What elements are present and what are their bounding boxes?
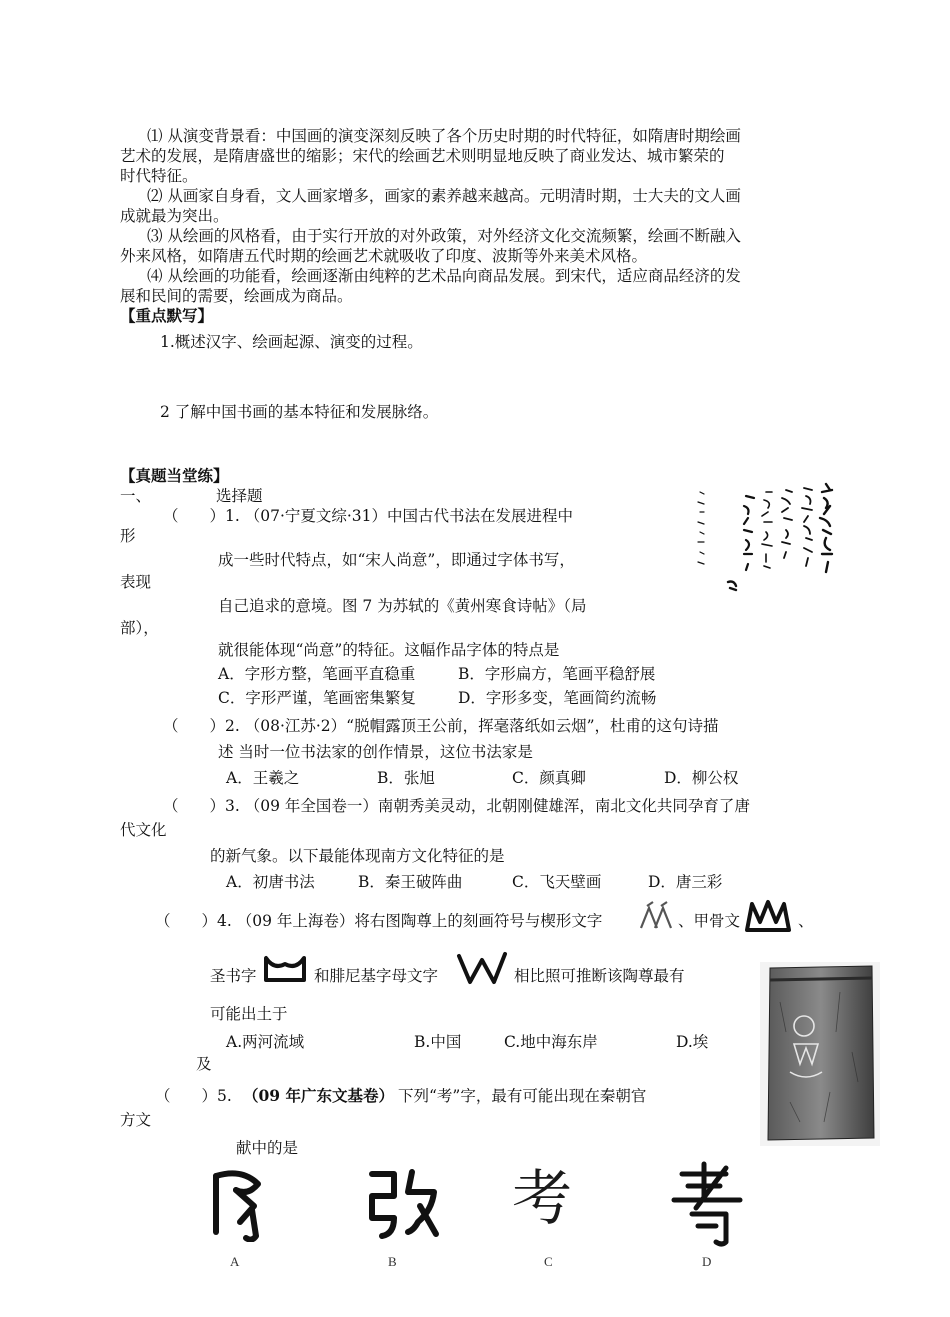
phoenician-symbol (456, 950, 508, 986)
oracle-bone-symbol (744, 898, 792, 934)
q5-line-1c: 下列“考”字，最有可能出现在秦朝官 (398, 1087, 647, 1105)
q3-line-2: 的新气象。以下最能体现南方文化特征的是 (210, 847, 505, 865)
q1-line-3: 自己追求的意境。图 7 为苏轼的《黄州寒食诗帖》（局 (218, 597, 587, 615)
q4-option-d: D.埃 (676, 1033, 709, 1051)
q2-option-c: C．颜真卿 (512, 769, 586, 787)
q3-option-a: A．初唐书法 (226, 873, 315, 891)
q4-option-c: C.地中海东岸 (504, 1033, 598, 1051)
intro-line-2: 艺术的发展，是隋唐盛世的缩影；宋代的绘画艺术则明显地反映了商业发达、城市繁荣的 (120, 147, 725, 165)
q5-line-1d: 方文 (120, 1111, 152, 1129)
q4-line-1b: 、甲骨文 (678, 912, 741, 930)
q2-option-d: D．柳公权 (664, 769, 739, 787)
kao-glyph-c: 考 (512, 1164, 572, 1234)
dictation-item-2: 2 了解中国书画的基本特征和发展脉络。 (160, 403, 439, 421)
intro-line-8: ⑷ 从绘画的功能看，绘画逐渐由纯粹的艺术品向商品发展。到宋代，适应商品经济的发 (147, 267, 741, 285)
q4-line-2b: 和腓尼基字母文字 (314, 967, 439, 985)
q1-line-1b: 形 (120, 527, 136, 545)
intro-line-3: 时代特征。 (120, 167, 198, 185)
intro-line-9: 展和民间的需要，绘画成为商品。 (120, 287, 353, 305)
glyph-label-a: A (230, 1254, 240, 1269)
kao-glyph-d (668, 1160, 746, 1248)
glyph-label-d: D (702, 1254, 712, 1269)
q5-source: （09 年广东文基卷） (243, 1086, 394, 1105)
dictation-item-1: 1.概述汉字、绘画起源、演变的过程。 (160, 333, 423, 351)
q1-line-4: 就很能体现“尚意”的特征。这幅作品字体的特点是 (218, 641, 560, 659)
q3-option-d: D．唐三彩 (648, 873, 723, 891)
q4-option-d-cont: 及 (196, 1055, 212, 1073)
q4-line-1c: 、 (798, 912, 814, 930)
q1-line-2: 成一些时代特点，如“宋人尚意”，即通过字体书写， (218, 551, 575, 569)
intro-line-6: ⑶ 从绘画的风格看，由于实行开放的对外政策，对外经济文化交流频繁，绘画不断融入 (147, 227, 741, 245)
q2-option-a: A．王羲之 (226, 769, 300, 787)
intro-line-1: ⑴ 从演变背景看：中国画的演变深刻反映了各个历史时期的时代特征，如隋唐时期绘画 (147, 127, 741, 145)
q1-line-1: （ ）1. （07·宁夏文综·31）中国古代书法在发展进程中 (163, 507, 574, 525)
q5-line-2: 献中的是 (236, 1139, 299, 1157)
intro-line-4: ⑵ 从画家自身看，文人画家增多，画家的素养越来越高。元明清时期，士大夫的文人画 (147, 187, 741, 205)
q3-line-1b: 代文化 (120, 821, 167, 839)
q1-line-3b: 部）， (120, 619, 159, 637)
q3-option-b: B．秦王破阵曲 (358, 873, 463, 891)
glyph-label-b: B (388, 1254, 397, 1269)
glyph-label-c: C (544, 1254, 553, 1269)
dictation-heading: 【重点默写】 (120, 306, 214, 325)
q1-option-a: A．字形方整，笔画平直稳重 (218, 665, 416, 683)
q1-option-c: C．字形严谨，笔画密集繁复 (218, 689, 416, 707)
pottery-vessel-image (760, 962, 880, 1146)
q4-option-b: B.中国 (414, 1033, 462, 1051)
q4-line-2a: 圣书字 (210, 967, 257, 985)
kao-glyph-a (206, 1162, 274, 1242)
q5-line-1a: （ ）5. (155, 1087, 232, 1105)
q4-option-a: A.两河流域 (226, 1033, 305, 1051)
q1-option-d: D．字形多变，笔画简约流畅 (458, 689, 657, 707)
intro-line-7: 外来风格，如隋唐五代时期的绘画艺术就吸收了印度、波斯等外来美术风格。 (120, 247, 648, 265)
q3-line-1: （ ）3. （09 年全国卷一）南朝秀美灵动，北朝刚健雄浑，南北文化共同孕育了唐 (163, 797, 750, 815)
practice-heading: 【真题当堂练】 (120, 466, 229, 485)
q1-line-2b: 表现 (120, 573, 152, 591)
q2-line-1: （ ）2. （08·江苏·2）“脱帽露顶王公前，挥毫落纸如云烟”，杜甫的这句诗描 (163, 717, 719, 735)
q3-option-c: C．飞天壁画 (512, 873, 602, 891)
intro-line-5: 成就最为突出。 (120, 207, 229, 225)
kao-glyph-b (364, 1162, 444, 1242)
q4-line-1a: （ ）4. （09 年上海卷）将右图陶尊上的刻画符号与楔形文字 (155, 912, 603, 930)
q1-option-b: B．字形扁方，笔画平稳舒展 (458, 665, 656, 683)
calligraphy-image (690, 478, 840, 598)
q2-option-b: B．张旭 (377, 769, 435, 787)
section-number: 一、 (120, 487, 152, 505)
hieroglyph-symbol (262, 952, 308, 986)
q2-line-2: 述 当时一位书法家的创作情景，这位书法家是 (218, 743, 533, 761)
section-title: 选择题 (216, 487, 263, 505)
q4-line-3: 可能出土于 (210, 1005, 288, 1023)
cuneiform-symbol (637, 898, 675, 934)
q4-line-2c: 相比照可推断该陶尊最有 (514, 967, 685, 985)
